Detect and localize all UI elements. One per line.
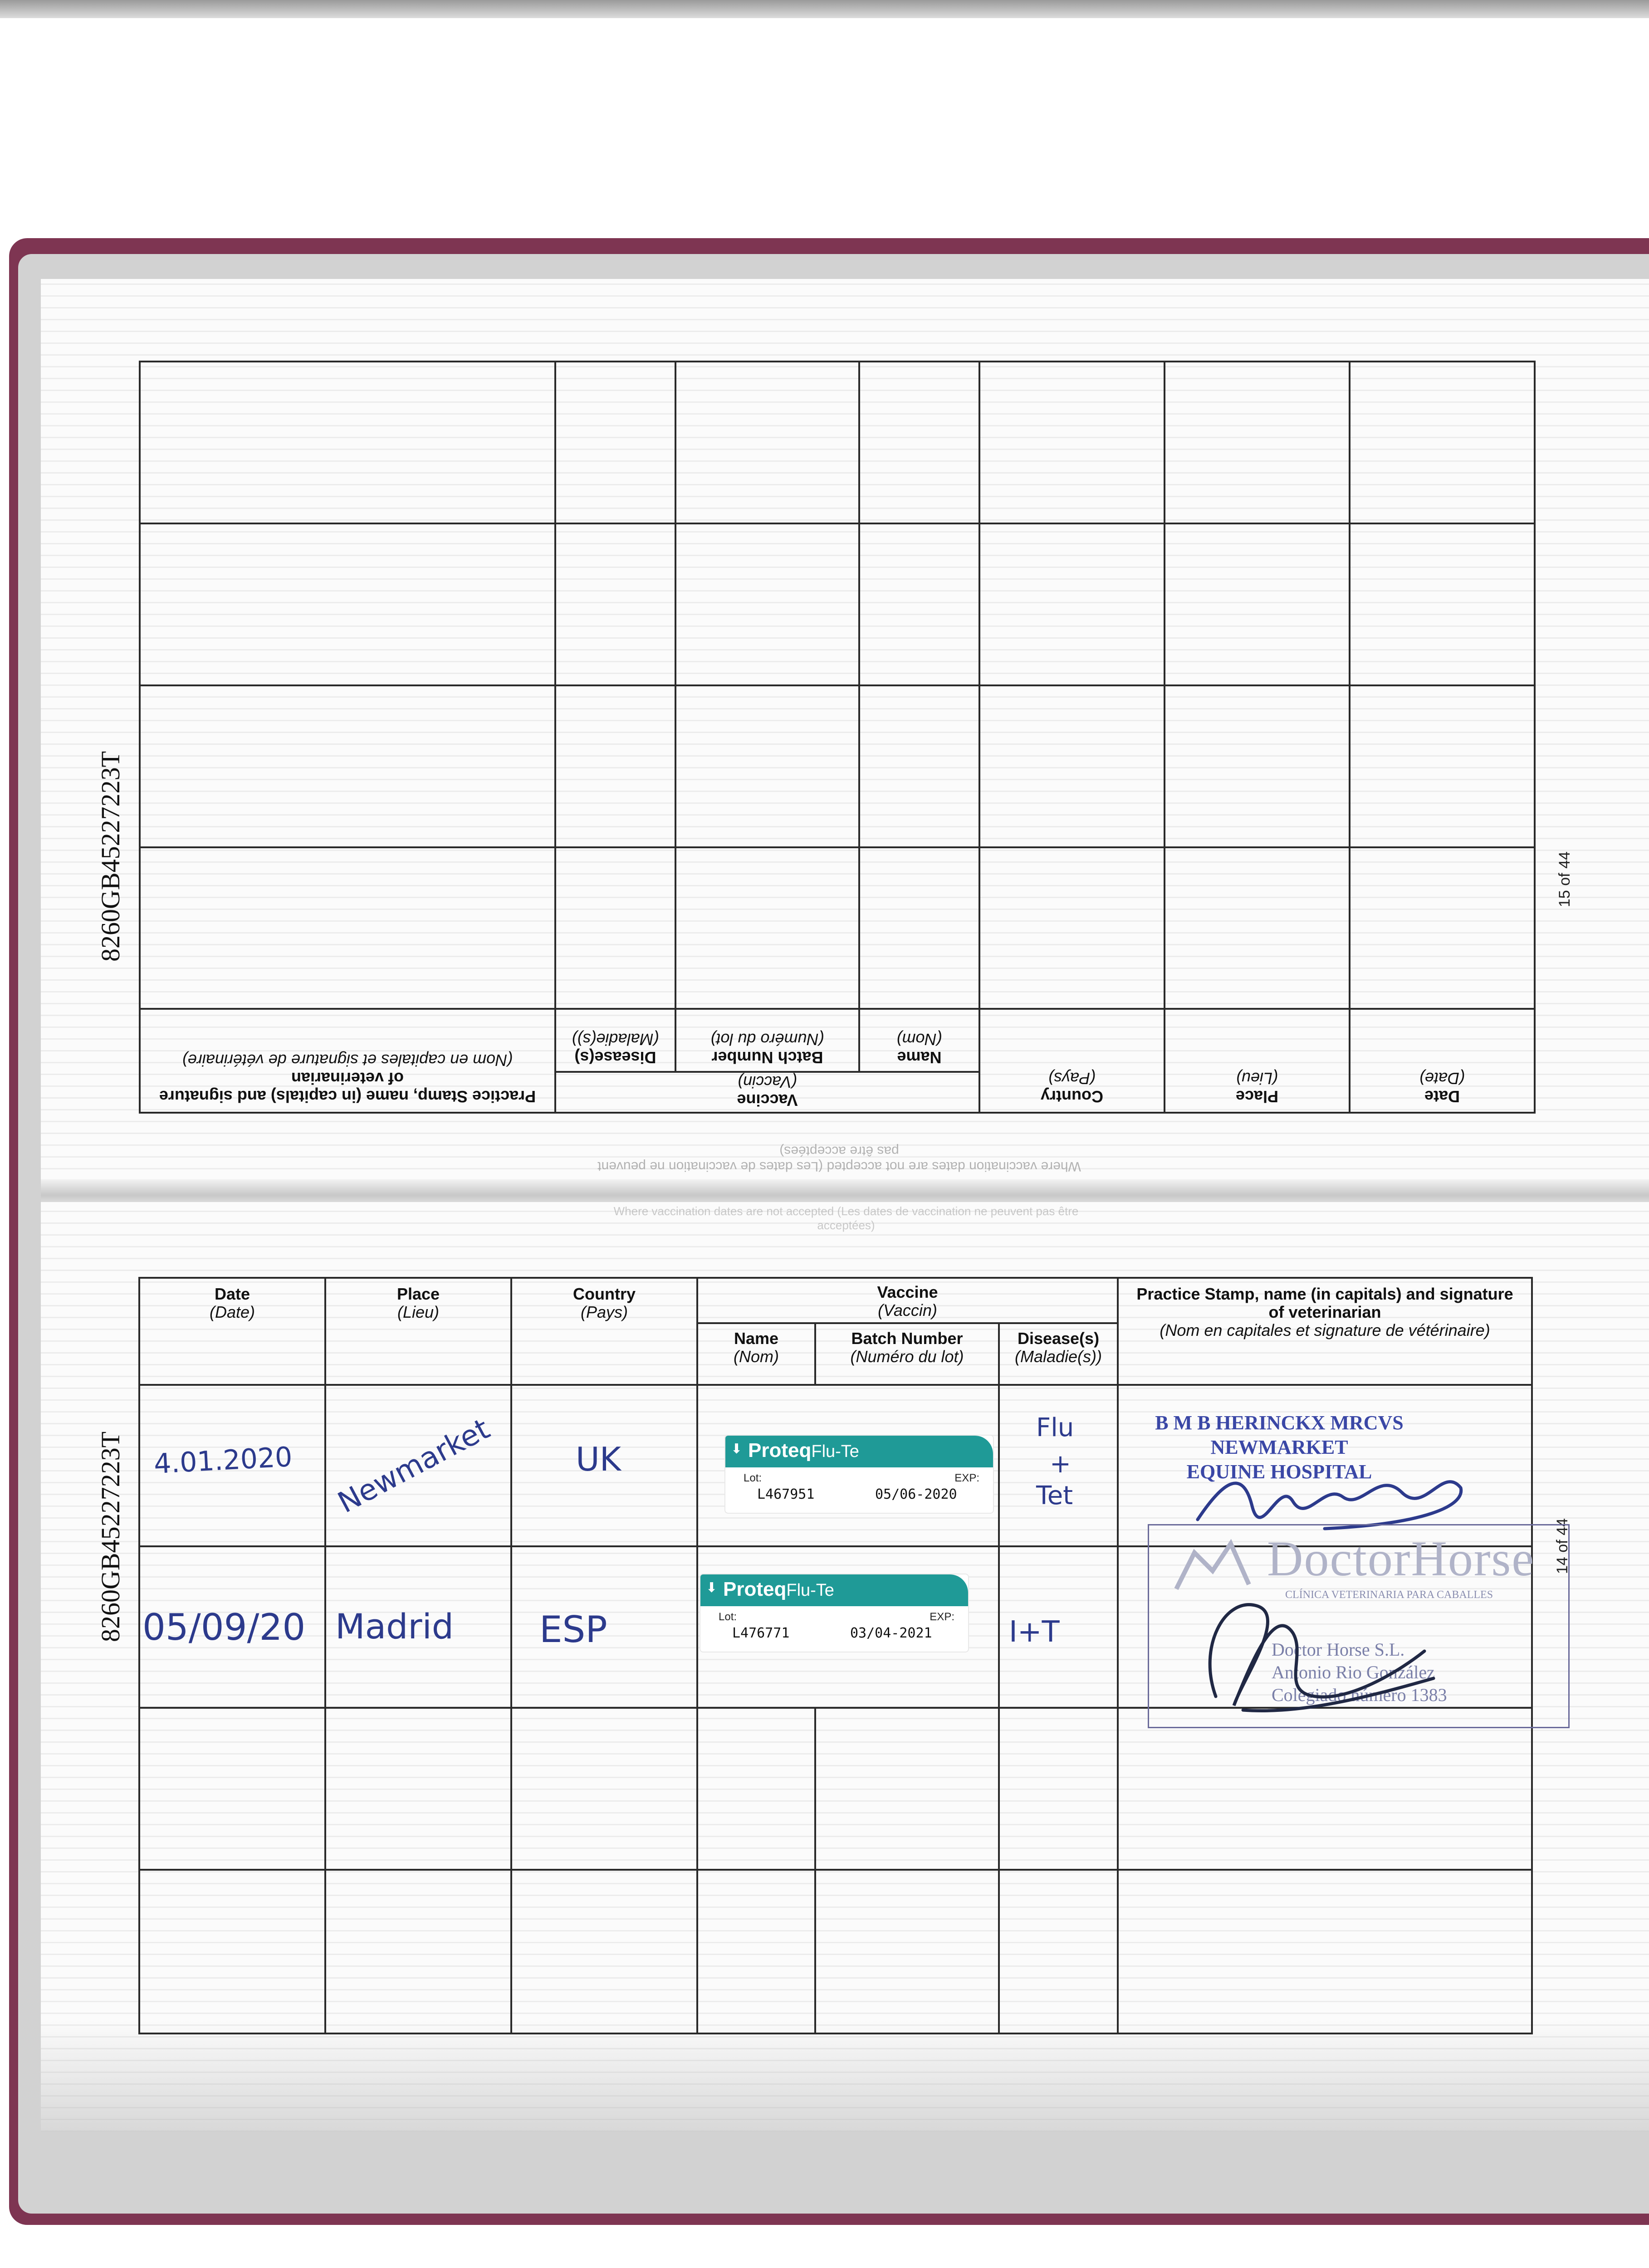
top-cell [140, 523, 555, 685]
row1-place-cell [325, 1385, 511, 1546]
row2-expiry: 03/04-2021 [850, 1625, 932, 1642]
sticker-arrow-icon: ⬇ [706, 1580, 718, 1596]
row1-country: UK [576, 1440, 621, 1478]
newmarket-practice-stamp: B M B HERINCKX MRCVS NEWMARKET EQUINE HOSPITAL [1155, 1412, 1404, 1483]
top-header-batch: Batch Number (Numéro du lot) [675, 1009, 859, 1071]
row2-date: 05/09/20 [142, 1606, 306, 1649]
row1-expiry: 05/06-2020 [875, 1486, 957, 1502]
top-cell [1165, 685, 1350, 847]
row2-country: ESP [539, 1608, 607, 1651]
top-page-number: 15 of 44 [1556, 851, 1573, 907]
sticker-brand: ProteqFlu-Te [723, 1578, 834, 1601]
top-cell [1165, 362, 1350, 523]
empty-cell [697, 1708, 815, 1869]
row1-country-cell [511, 1385, 697, 1546]
top-cell [1350, 523, 1535, 685]
top-cell [979, 847, 1165, 1009]
top-cell [675, 523, 859, 685]
header-vaccine: Vaccine (Vaccin) [697, 1278, 1118, 1323]
empty-cell [325, 1870, 511, 2033]
bleed-through-text-2: Where vaccination dates are not accepted (Les dates de vaccination ne peuvent pas être acceptées) [613, 1204, 1079, 1232]
row2-country-cell [511, 1546, 697, 1708]
top-cell [1350, 847, 1535, 1009]
sticker-exp-label: EXP: [930, 1611, 954, 1623]
row1-date: 4.01.2020 [153, 1441, 293, 1480]
header-vaccine-name: Name (Nom) [697, 1323, 815, 1384]
row2-date-cell [139, 1546, 325, 1708]
signature-2 [1189, 1579, 1443, 1728]
sticker-exp-label: EXP: [954, 1471, 979, 1484]
header-batch-number: Batch Number (Numéro du lot) [815, 1323, 999, 1384]
sticker-lot-label: Lot: [744, 1471, 762, 1484]
row2-place-cell [325, 1546, 511, 1708]
row2-vaccine-sticker [700, 1574, 968, 1652]
row1-disease-3: Tet [1036, 1481, 1073, 1510]
top-cell [1350, 362, 1535, 523]
bottom-page-number: 14 of 44 [1554, 1518, 1571, 1574]
header-diseases: Disease(s) (Maladie(s)) [999, 1323, 1118, 1384]
table-row [139, 1870, 1532, 2033]
empty-cell [815, 1708, 999, 1869]
row1-disease-1: Flu [1036, 1413, 1074, 1442]
top-cell [859, 523, 979, 685]
empty-cell [999, 1708, 1118, 1869]
doctorhorse-logo: DoctorHorse [1267, 1531, 1535, 1586]
row2-batch-number: L476771 [732, 1625, 790, 1642]
scanner-edge [0, 0, 1649, 18]
top-header-place: Place (Lieu) [1165, 1009, 1350, 1113]
sticker-brand: ProteqFlu-Te [748, 1439, 859, 1461]
top-cell [555, 362, 675, 523]
row2-disease: I+T [1009, 1615, 1060, 1649]
doctorhorse-line1: Doctor Horse S.L. [1272, 1639, 1405, 1660]
header-place: Place (Lieu) [325, 1278, 511, 1385]
top-cell [140, 362, 555, 523]
top-header-date: Date (Date) [1350, 1009, 1535, 1113]
top-cell [1165, 523, 1350, 685]
sticker-arrow-icon: ⬇ [731, 1441, 743, 1457]
row1-vaccine-sticker [725, 1436, 993, 1513]
top-cell [555, 523, 675, 685]
empty-cell [697, 1870, 815, 2033]
sticker-lot-label: Lot: [719, 1611, 737, 1623]
top-cell [555, 847, 675, 1009]
row2-disease-cell [999, 1546, 1118, 1708]
top-header-stamp: Practice Stamp, name (in capitals) and signature of veterinarian (Nom en capitales et signature de vétérinaire) [140, 1009, 555, 1113]
top-cell [675, 685, 859, 847]
top-header-vaccine: Vaccine (Vaccin) [555, 1072, 979, 1113]
doctorhorse-line3: Colegiado número 1383 [1272, 1685, 1447, 1705]
top-cell [675, 847, 859, 1009]
header-date: Date (Date) [139, 1278, 325, 1385]
row1-batch-number: L467951 [757, 1486, 815, 1502]
top-cell [859, 847, 979, 1009]
empty-cell [511, 1870, 697, 2033]
row1-vaccine-cell [697, 1385, 999, 1546]
empty-cell [139, 1708, 325, 1869]
row1-disease-cell [999, 1385, 1118, 1546]
top-cell [140, 847, 555, 1009]
top-cell [979, 362, 1165, 523]
empty-cell [1118, 1870, 1532, 2033]
top-header-country: Country (Pays) [979, 1009, 1165, 1113]
row2-vaccine-cell [697, 1546, 999, 1708]
bleed-through-text: Where vaccination dates are not accepted (Les dates de vaccination ne peuvent pas être acceptées) [597, 1144, 1081, 1174]
top-cell [859, 685, 979, 847]
empty-cell [1118, 1708, 1532, 1869]
bottom-page-serial: 8260GB45227223T [96, 1432, 125, 1642]
header-practice-stamp: Practice Stamp, name (in capitals) and signature of veterinarian (Nom en capitales et signature de vétérinaire) [1118, 1278, 1532, 1385]
row1-place: Newmarket [333, 1412, 495, 1520]
top-page-serial: 8260GB45227223T [96, 751, 125, 962]
table-row [139, 1708, 1532, 1869]
top-cell [675, 362, 859, 523]
top-vaccination-table [139, 361, 1536, 1114]
top-header-disease: Disease(s) (Maladie(s)) [555, 1009, 675, 1071]
top-cell [1350, 685, 1535, 847]
top-cell [555, 685, 675, 847]
empty-cell [139, 1870, 325, 2033]
top-header-name: Name (Nom) [859, 1009, 979, 1071]
top-cell [859, 362, 979, 523]
row1-disease-2: + [1050, 1449, 1071, 1479]
header-country: Country (Pays) [511, 1278, 697, 1385]
empty-cell [511, 1708, 697, 1869]
row1-date-cell [139, 1385, 325, 1546]
top-vaccination-table-wrapper [145, 361, 1536, 1114]
empty-cell [999, 1870, 1118, 2033]
doctorhorse-tagline: CLÍNICA VETERINARIA PARA CABALLES [1285, 1589, 1493, 1601]
top-cell [979, 523, 1165, 685]
empty-cell [325, 1708, 511, 1869]
row2-place: Madrid [335, 1606, 454, 1647]
top-cell [1165, 847, 1350, 1009]
top-cell [979, 685, 1165, 847]
empty-cell [815, 1870, 999, 2033]
top-cell [140, 685, 555, 847]
doctorhorse-line2: Antonio Rio González [1272, 1662, 1435, 1682]
